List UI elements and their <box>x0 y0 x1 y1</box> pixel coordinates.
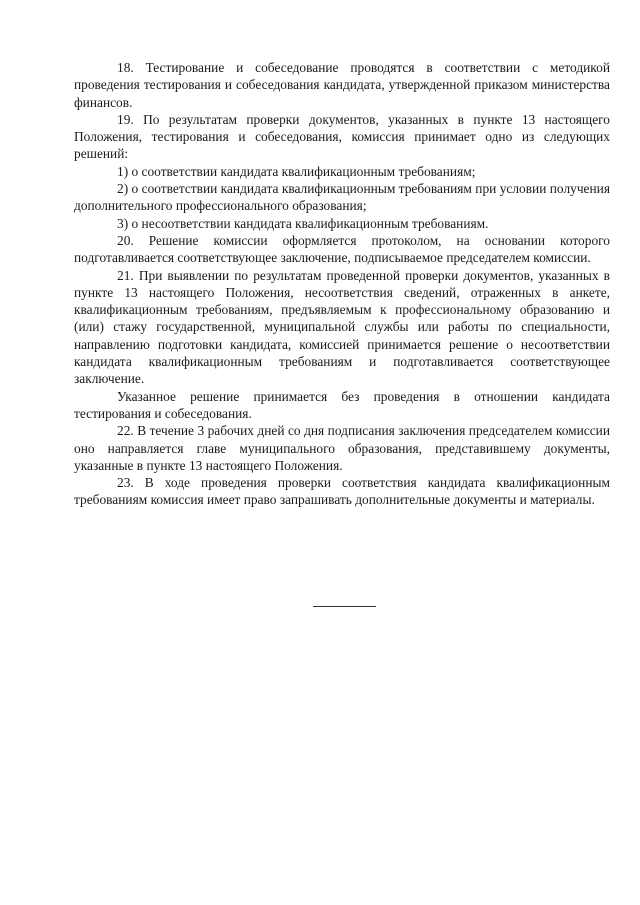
paragraph-20: 20. Решение комиссии оформляется протоколом, на основании которого подготавливается соответствующее заключение, подписываемое председателем комиссии. <box>74 232 610 266</box>
paragraph-21: 21. При выявлении по результатам проведенной проверки документов, указанных в пункте 13 настоящего Положения, несоответствия сведений, отраженных в анкете, квалификационным требованиям, предъявляемым к профессиональному образованию и (или) стажу государственной, муниципальной службы или работы по специальности, направлению подготовки кандидата, комиссией принимается решение о несоответствии кандидата квалификационным требованиям и подготавливается соответствующее заключение. <box>74 267 610 387</box>
paragraph-21-note: Указанное решение принимается без проведения в отношении кандидата тестирования и собеседования. <box>74 388 610 421</box>
document-body <box>74 59 610 509</box>
end-divider-line <box>313 606 376 607</box>
paragraph-23: 23. В ходе проведения проверки соответствия кандидата квалификационным требованиям комиссия имеет право запрашивать дополнительные документы и материалы. <box>74 475 610 508</box>
paragraph-22: 22. В течение 3 рабочих дней со дня подписания заключения председателем комиссии оно направляется главе муниципального образования, представившему документы, указанные в пункте 13 настоящего Положения. <box>74 423 610 473</box>
paragraph-19: 19. По результатам проверки документов, указанных в пункте 13 настоящего Положения, тестирования и собеседования, комиссия принимает одно из следующих решений: <box>74 111 610 162</box>
paragraph-18: 18. Тестирование и собеседование проводятся в соответствии с методикой проведения тестирования и собеседования кандидата, утвержденной приказом министерства финансов. <box>74 60 610 110</box>
list-item-decision-3: 3) о несоответствии кандидата квалификационным требованиям. <box>117 215 489 231</box>
list-item-decision-1: 1) о соответствии кандидата квалификационным требованиям; <box>117 163 476 179</box>
list-item-decision-2: 2) о соответствии кандидата квалификационным требованиям при условии получения дополнительного профессионального образования; <box>74 181 610 214</box>
